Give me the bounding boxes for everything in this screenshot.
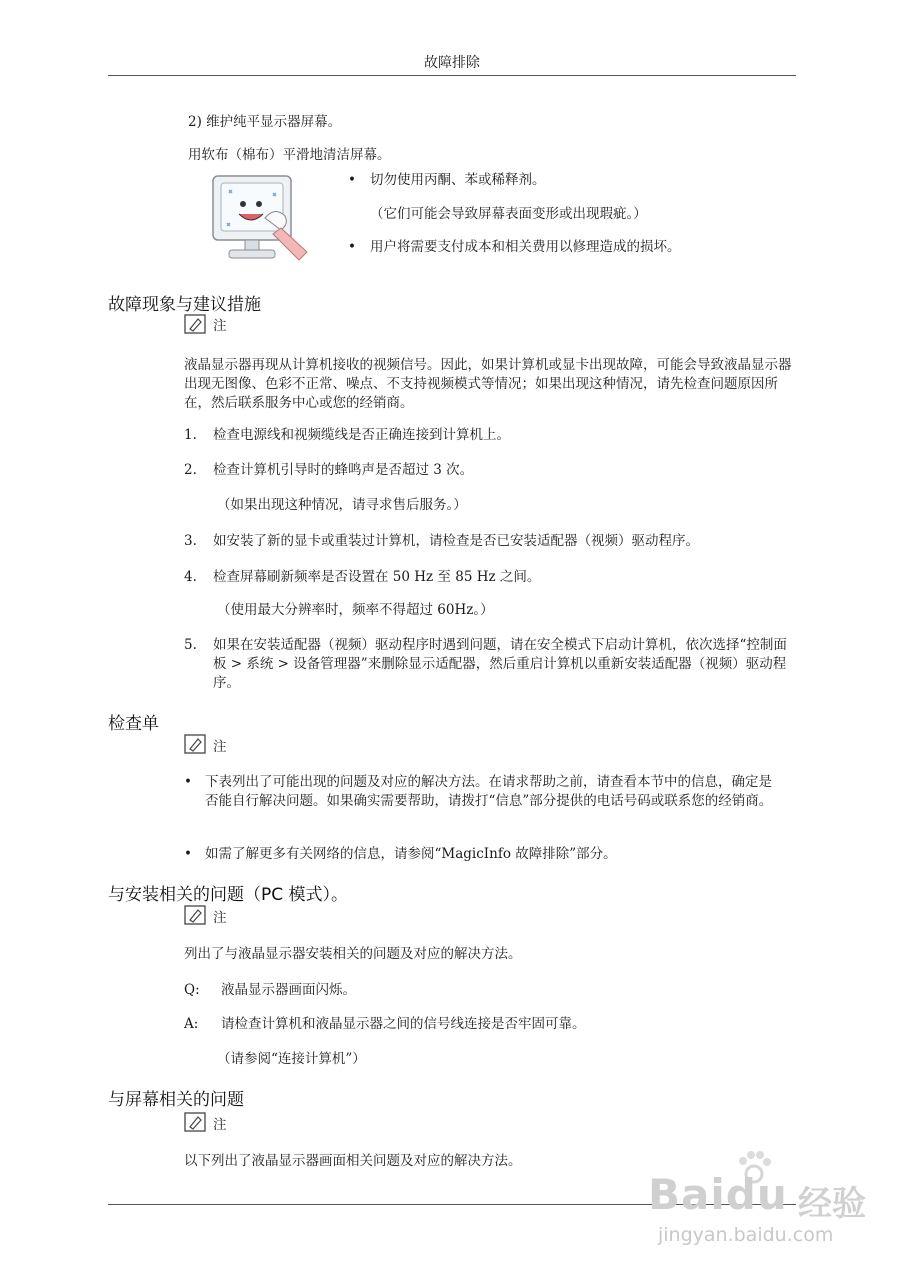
checklist-bullet-dot: •	[184, 774, 192, 790]
header-rule	[108, 75, 796, 76]
note-label: 注	[213, 910, 227, 926]
intro-bullet-2: 用户将需要支付成本和相关费用以修理造成的损坏。	[370, 239, 681, 255]
section-heading-checklist: 检查单	[108, 714, 159, 734]
question-label: Q:	[184, 982, 200, 998]
maintenance-step: 2) 维护纯平显示器屏幕。	[188, 114, 342, 130]
list-item-4-note: （使用最大分辨率时，频率不得超过 60Hz。）	[217, 602, 494, 618]
answer-text: 请检查计算机和液晶显示器之间的信号线连接是否牢固可靠。	[221, 1016, 586, 1032]
note-label: 注	[213, 1117, 227, 1133]
installation-description: 列出了与液晶显示器安装相关的问题及对应的解决方法。	[184, 946, 522, 962]
list-number: 2.	[184, 462, 197, 478]
section-heading-screen: 与屏幕相关的问题	[108, 1090, 244, 1110]
intro-bullet-dot: •	[348, 172, 356, 188]
answer-label: A:	[184, 1016, 199, 1032]
watermark-url: jingyan.baidu.com	[658, 1224, 834, 1246]
question-text: 液晶显示器画面闪烁。	[221, 982, 356, 998]
note-pencil-icon	[184, 734, 206, 754]
checklist-bullet-dot: •	[184, 846, 192, 862]
answer-reference: （请参阅“连接计算机”）	[217, 1051, 366, 1067]
list-number: 1.	[184, 427, 197, 443]
watermark-brand-cn: 经验	[798, 1184, 866, 1224]
section1-paragraph: 液晶显示器再现从计算机接收的视频信号。因此，如果计算机或显卡出现故障，可能会导致液晶显示器出现无图像、色彩不正常、噪点、不支持视频模式等情况；如果出现这种情况，请先检查问题原因所在，然后联系服务中心或您的经销商。	[184, 357, 792, 411]
checklist-bullet-1: 下表列出了可能出现的问题及对应的解决方法。在请求帮助之前，请查看本节中的信息，确定是否能自行解决问题。如果确实需要帮助，请拨打“信息”部分提供的电话号码或联系您的经销商。	[205, 774, 773, 809]
monitor-cleaning-illustration	[203, 168, 323, 268]
list-number: 3.	[184, 533, 197, 549]
note-pencil-icon	[184, 905, 206, 925]
list-number: 5.	[184, 637, 197, 653]
screen-description: 以下列出了液晶显示器画面相关问题及对应的解决方法。	[184, 1153, 522, 1169]
note-pencil-icon	[184, 314, 206, 334]
baidu-watermark	[648, 1148, 888, 1248]
list-item-2: 检查计算机引导时的蜂鸣声是否超过 3 次。	[213, 462, 474, 478]
list-item-2-note: （如果出现这种情况，请寻求售后服务。）	[217, 497, 467, 513]
list-item-4: 检查屏幕刷新频率是否设置在 50 Hz 至 85 Hz 之间。	[213, 569, 541, 585]
section-heading-symptoms: 故障现象与建议措施	[108, 295, 261, 315]
list-number: 4.	[184, 569, 197, 585]
page-header-title: 故障排除	[424, 55, 480, 71]
intro-bullet-1-note: （它们可能会导致屏幕表面变形或出现瑕疵。）	[370, 206, 647, 222]
maintenance-line: 用软布（棉布）平滑地清洁屏幕。	[188, 147, 391, 163]
intro-bullet-1: 切勿使用丙酮、苯或稀释剂。	[370, 172, 546, 188]
note-label: 注	[213, 739, 227, 755]
watermark-brand: Baidu	[648, 1170, 788, 1219]
list-item-5: 如果在安装适配器（视频）驱动程序时遇到问题，请在安全模式下启动计算机，依次选择“控制面板 > 系统 > 设备管理器”来删除显示适配器，然后重启计算机以重新安装适配器（视频）驱动程序。	[213, 637, 787, 691]
section-heading-installation: 与安装相关的问题（PC 模式）。	[108, 885, 349, 905]
list-item-1: 检查电源线和视频缆线是否正确连接到计算机上。	[213, 427, 510, 443]
intro-bullet-dot: •	[348, 239, 356, 255]
checklist-bullet-2: 如需了解更多有关网络的信息，请参阅“MagicInfo 故障排除”部分。	[205, 846, 617, 862]
note-pencil-icon	[184, 1112, 206, 1132]
list-item-3: 如安装了新的显卡或重装过计算机，请检查是否已安装适配器（视频）驱动程序。	[213, 533, 699, 549]
note-label: 注	[213, 318, 227, 334]
